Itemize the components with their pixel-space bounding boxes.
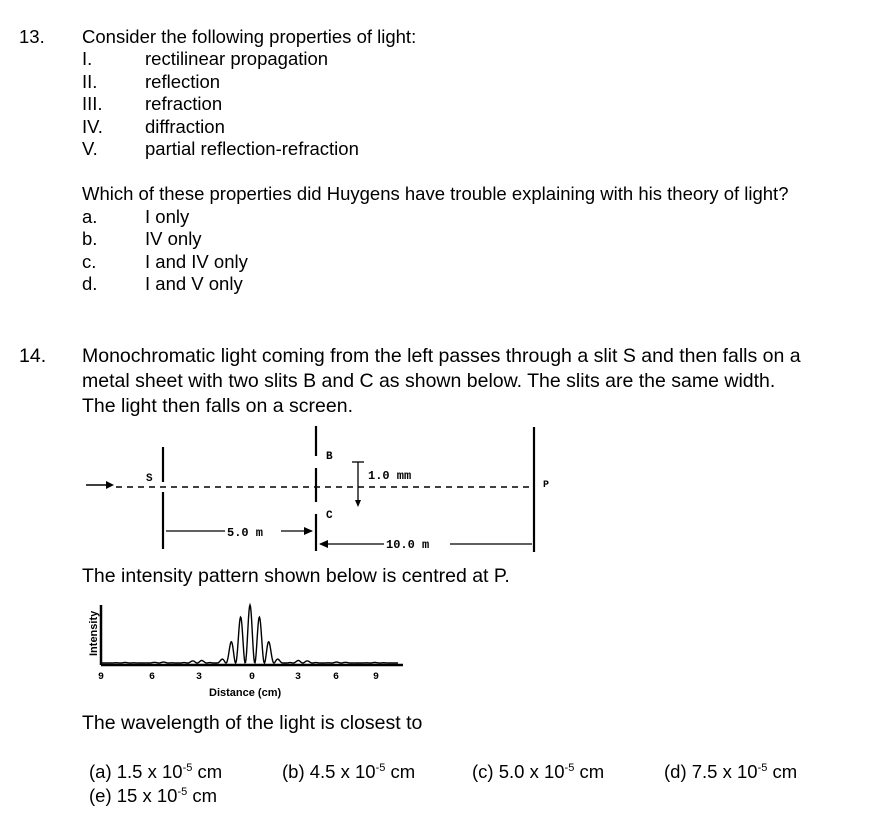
property-text: reflection [145, 71, 221, 92]
tick-label: 3 [295, 672, 302, 683]
question-14-stem-line: The light then falls on a screen. [82, 395, 353, 417]
property-number: II. [82, 71, 98, 92]
question-13-prompt: Which of these properties did Huygens have trouble explaining with his theory of light? [82, 183, 789, 204]
option-letter: b. [82, 228, 98, 249]
intensity-curve [102, 605, 398, 663]
tick-label: 0 [249, 672, 256, 683]
option-text: I and IV only [145, 251, 248, 272]
tick-label: 6 [333, 672, 340, 683]
tick-label: 3 [196, 672, 203, 683]
question-14-stem-line: Monochromatic light coming from the left passes through a slit S and then falls on a [82, 345, 801, 367]
tick-label: 6 [149, 672, 156, 683]
option-letter: d. [82, 273, 98, 294]
pattern-intro: The intensity pattern shown below is centred at P. [82, 565, 510, 587]
label-s: S [146, 473, 153, 485]
property-text: partial reflection-refraction [145, 138, 359, 159]
property-text: refraction [145, 93, 223, 114]
question-14-prompt: The wavelength of the light is closest to [82, 712, 423, 734]
answer-b: (b) 4.5 x $10^{-5}$ cm [282, 761, 416, 782]
property-number: V. [82, 138, 98, 159]
label-p: P [543, 480, 550, 491]
option-text: IV only [145, 228, 202, 249]
label-b: B [326, 451, 333, 463]
option-text: I and V only [145, 273, 243, 294]
answer-a: (a) 1.5 x $10^{-5}$ cm [89, 761, 223, 782]
distance-axis-label: Distance (cm) [209, 687, 282, 699]
intensity-axis-label: Intensity [88, 610, 100, 656]
option-text: I only [145, 206, 190, 227]
tick-label: 9 [98, 672, 105, 683]
question-13-stem: Consider the following properties of light: [82, 26, 417, 47]
answer-c: (c) 5.0 x $10^{-5}$ cm [472, 761, 605, 782]
label-distance-2: 10.0 m [386, 538, 430, 552]
label-distance-1: 5.0 m [227, 526, 264, 540]
tick-label: 9 [373, 672, 380, 683]
option-letter: a. [82, 206, 98, 227]
property-text: diffraction [145, 116, 225, 137]
question-13-number: 13. [19, 26, 45, 47]
property-text: rectilinear propagation [145, 48, 329, 69]
property-number: I. [82, 48, 93, 69]
property-number: III. [82, 93, 103, 114]
question-14-number: 14. [19, 345, 47, 367]
label-c: C [326, 510, 333, 522]
answer-d: (d) 7.5 x $10^{-5}$ cm [664, 761, 798, 782]
answer-e: (e) 15 x $10^{-5}$ cm [89, 785, 218, 806]
property-number: IV. [82, 116, 103, 137]
option-letter: c. [82, 251, 97, 272]
label-slit-separation: 1.0 mm [368, 469, 412, 483]
question-14-stem-line: metal sheet with two slits B and C as shown below. The slits are the same width. [82, 370, 776, 392]
